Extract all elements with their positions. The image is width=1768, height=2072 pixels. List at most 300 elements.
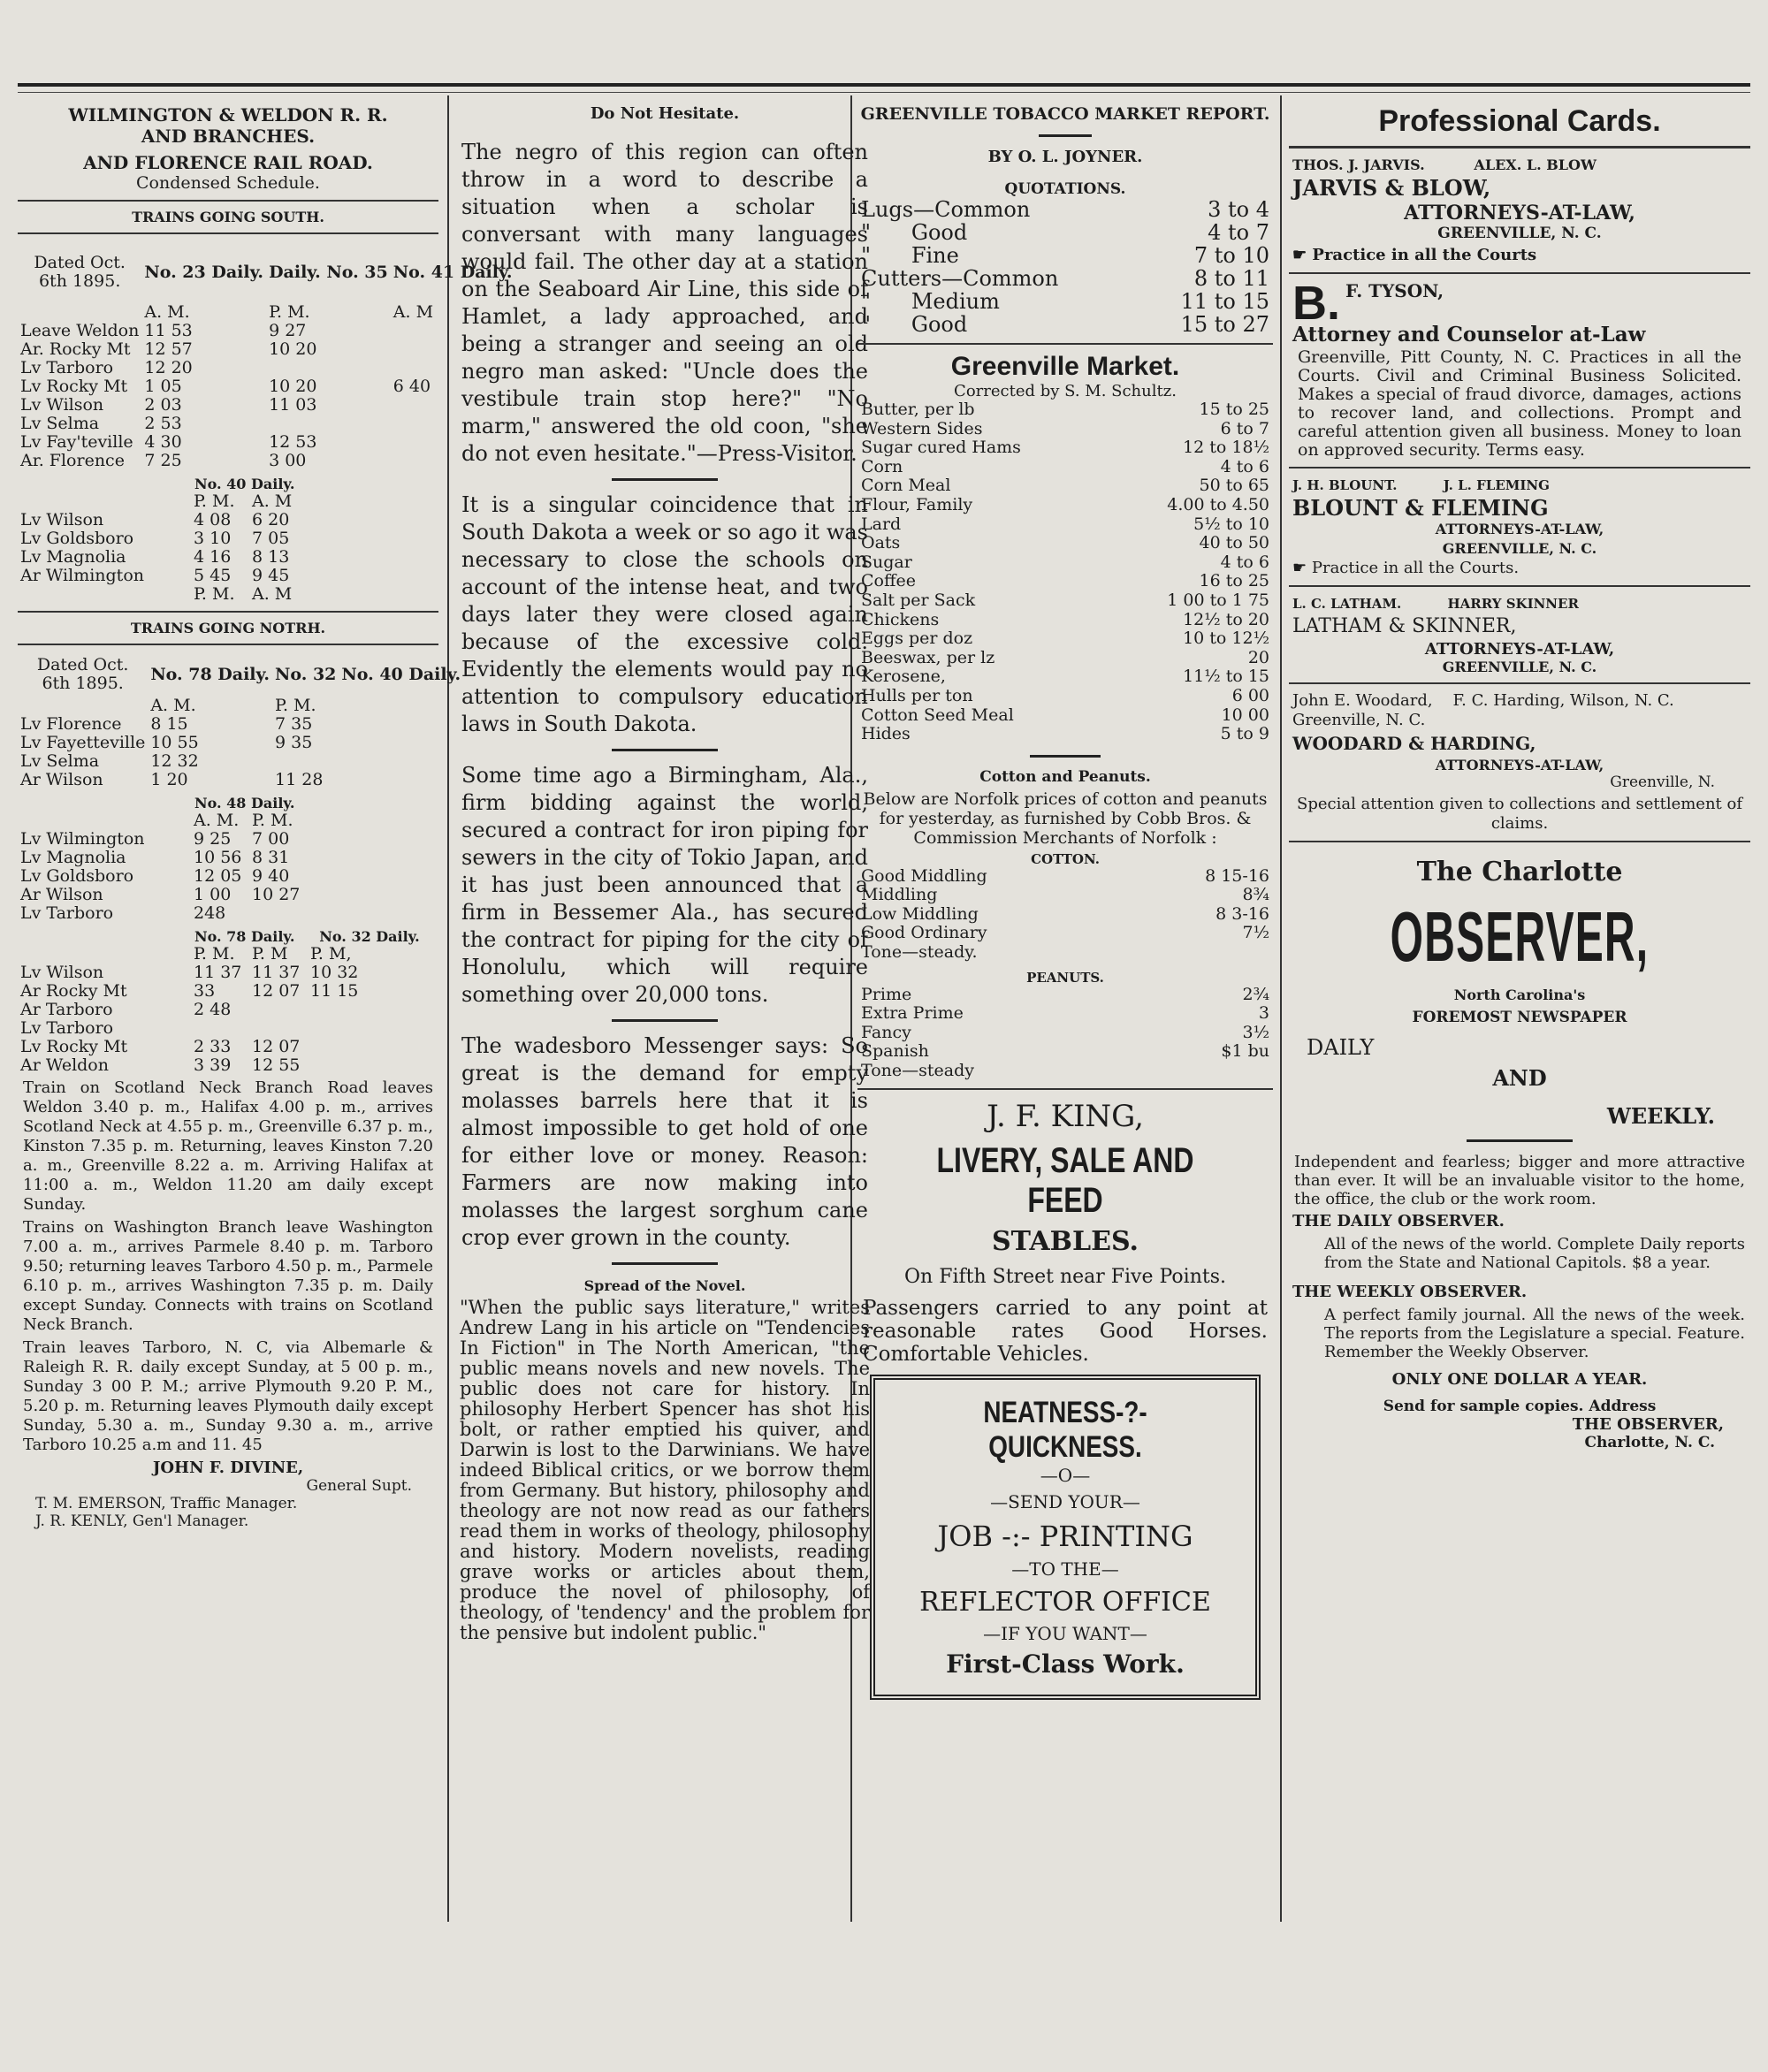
table-row [18,1038,366,1056]
top-rule-thin [18,92,1750,93]
signature: J. R. KENLY, Gen'l Manager. [35,1512,249,1530]
item-price: 12½ to 20 [1183,609,1269,629]
row-label [18,492,191,511]
row-value: 9 25 [194,829,232,849]
item-label: Beeswax, per lz [861,647,995,667]
table-row [18,303,514,322]
row-value: P. M, [310,944,352,964]
table-row [18,849,308,867]
timetable-south [18,241,514,470]
row-label [18,303,141,322]
observer-weekly: WEEKLY. [1606,1103,1715,1129]
row-value: 3 00 [269,451,307,470]
branch-note: Trains on Washington Branch leave Washington 7.00 a. m., arrives Parmele 8.40 p. m. Tarboro 9.50; returning leaves Tarboro 4.50 p. m., Parmele 6.10 p. m., arrives Washington 7.35 p. m. Daily except Sunday. Connects with trains on Scotland Neck Branch. [23,1218,433,1334]
row-label: Lv Fay'teville [20,432,133,452]
dated-cell: Dated Oct. 6th 1895. [34,253,126,291]
table-row [857,629,1273,649]
item-label: Corn Meal [861,476,951,496]
item-price: 4 to 6 [1220,456,1269,476]
table-row [857,476,1273,496]
row-value: P. M. [252,811,293,830]
row-label [18,585,191,604]
table-row [857,313,1273,336]
item-label: Corn [861,456,903,476]
row-value: 10 27 [252,885,301,904]
table-row [857,725,1273,744]
row-label: Ar Weldon [20,1055,109,1075]
row-value: A. M. [150,696,196,715]
observer-tagline: FOREMOST NEWSPAPER [1412,1009,1627,1026]
table-row [18,452,514,470]
divider [1030,755,1101,758]
card-firm: WOODARD & HARDING, [1292,733,1536,754]
row-value: 8 15 [150,714,188,734]
row-value: 10 32 [310,963,359,982]
train-header: No. 23 Daily. [144,262,264,282]
signature: JOHN F. DIVINE, [152,1459,304,1477]
item-price: 4 to 6 [1220,552,1269,572]
row-value: 4 08 [194,510,232,529]
row-label: Lv Tarboro [20,903,114,923]
row-value: 12 32 [150,751,199,771]
item-label: Good Ordinary [861,923,987,943]
observer-weekly-heading: THE WEEKLY OBSERVER. [1292,1283,1528,1301]
row-value: 7 25 [144,451,182,470]
table-row [18,771,463,789]
divider [1467,1139,1573,1142]
row-value [249,1019,308,1038]
item-label: Fancy [861,1022,911,1042]
card-name: F. TYSON, [1345,280,1444,301]
row-value: 2 53 [144,414,182,433]
row-label: Lv Magnolia [20,547,126,567]
table-row [18,752,463,771]
item-label: Sugar cured Hams [861,438,1021,458]
market-title: Greenville Market. [950,352,1180,381]
timetable-north-2 [18,811,308,923]
markets-column [857,104,1273,1913]
row-label: Lv Tarboro [20,358,114,377]
item-price: 2¾ [1242,984,1269,1004]
row-value: 1 05 [144,377,182,396]
ad-line: —TO THE— [1011,1558,1119,1580]
card-city: GREENVILLE, N. C. [1437,225,1602,242]
table-row [857,905,1273,925]
row-label: Lv Selma [20,414,100,433]
observer-text: Independent and fearless; bigger and more attractive than ever. It will be an invaluable visitor to the home, the office, the club or the work room. [1294,1153,1745,1208]
train-header: No. 48 Daily. [194,795,295,811]
divider [1289,682,1750,684]
table-row [857,867,1273,887]
table-row [857,1042,1273,1062]
cotton-heading: COTTON. [1031,850,1100,867]
row-value: 11 03 [269,395,317,415]
card-city: GREENVILLE, N. C. [1442,540,1597,557]
row-value [339,715,463,734]
table-row [18,886,308,904]
item-price [1128,943,1273,963]
item-label: Prime [861,984,912,1004]
row-value [339,771,463,789]
row-value [249,904,308,923]
item-price: 12 to 18½ [1183,438,1269,458]
item-label: Eggs per doz [861,628,973,649]
table-row [857,667,1273,687]
table-row [857,553,1273,573]
card-note: Special attention given to collections and settlement of claims. [1297,795,1742,833]
item-price: 11 to 15 [1180,289,1269,314]
row-value: 5 45 [194,566,232,585]
row-value: 33 [194,981,216,1001]
item-label: Hulls per ton [861,685,973,705]
professional-cards-column [1289,104,1750,1913]
table-row [18,396,514,415]
row-value: 8 13 [252,547,290,567]
row-label: Lv Rocky Mt [20,377,128,396]
column-rule [1280,95,1282,1922]
divider [18,232,438,234]
row-value: 3 39 [194,1055,232,1075]
article-heading: Do Not Hesitate. [590,104,740,123]
observer-and: AND [1492,1065,1547,1091]
table-row [18,567,308,585]
row-value [339,697,463,715]
ad-line: REFLECTOR OFFICE [919,1586,1211,1618]
item-label: Western Sides [861,418,983,438]
row-value: 7 00 [252,829,290,849]
table-row [18,811,308,830]
item-price: 15 to 25 [1199,400,1269,419]
row-value: A. M [392,302,434,322]
item-price: 15 to 27 [1180,312,1269,337]
row-value: 1 20 [150,770,188,789]
tobacco-table [857,198,1273,336]
row-label: Ar Wilmington [20,566,144,585]
branch-note: Train on Scotland Neck Branch Road leaves Weldon 3.40 p. m., Halifax 4.00 p. m., arrives Scotland Neck at 4.55 p. m., Greenville 6.37 p. m., Kinston 7.35 p. m. Returning, leaves Kinston 7.20 a. m., Greenville 8.22 a. m. Arriving Halifax at 11:00 a. m., Weldon 11.20 am daily except Sunday. [23,1078,433,1214]
row-value: A. M [252,491,293,511]
table-row [18,1019,366,1038]
row-value [266,359,391,377]
row-value: 7 35 [275,714,313,734]
table-row [857,1024,1273,1043]
table-row [857,611,1273,630]
row-label: Lv Tarboro [20,1018,114,1038]
item-price [1142,1062,1273,1081]
item-price: 7½ [1242,923,1269,943]
ad-line: —SEND YOUR— [990,1490,1140,1512]
item-price: 6 00 [1231,685,1269,705]
train-header: No. 40 Daily. [341,664,461,684]
top-rule [18,83,1750,87]
row-value: 11 28 [275,770,324,789]
table-row [18,734,463,752]
row-value: 1 00 [194,885,232,904]
row-value [266,415,391,433]
row-value [272,752,339,771]
row-value: 6 20 [252,510,290,529]
row-label: Lv Selma [20,751,100,771]
item-label: Oats [861,533,901,553]
table-row [18,830,308,849]
railroad-title: AND BRANCHES. [141,126,316,147]
row-value: 11 37 [194,963,242,982]
row-value [191,1019,249,1038]
table-row [857,1004,1273,1024]
table-row [18,867,308,886]
item-label: Lard [861,514,902,534]
row-label: Lv Fayetteville [20,733,146,752]
table-row [857,706,1273,726]
table-row [18,377,514,396]
livery-stables: STABLES. [992,1225,1139,1257]
item-price: 40 to 50 [1199,533,1269,553]
item-label: Tone—steady. [861,942,978,963]
row-value [339,734,463,752]
card-attorneys: ATTORNEYS-AT-LAW, [1435,757,1604,773]
card-firm: BLOUNT & FLEMING [1292,495,1549,521]
divider [612,1019,718,1022]
table-row [857,886,1273,905]
table-row [857,649,1273,668]
row-value: 12 53 [269,432,317,452]
timetable-south-2 [18,492,308,604]
timetable-north-3 [18,945,366,1075]
item-label: Hides [861,724,911,744]
quotations-heading: QUOTATIONS. [1004,180,1126,198]
item-price: 8 3-16 [1216,903,1269,924]
railroad-title: AND FLORENCE RAIL ROAD. [83,152,373,173]
row-value: 11 37 [252,963,301,982]
table-row [857,244,1273,267]
item-price: 5½ to 10 [1193,514,1269,534]
divider [1039,134,1092,137]
article-paragraph: The wadesboro Messenger says: So great is the demand for empty molasses barrels here that it is almost impossible to get hold of one for either love or money. Reason: Farmers are now making into molasses the largest sorghum cane crop ever grown in the county. [461,1033,868,1250]
railroad-column [18,104,513,1913]
train-header: No. 32 [275,664,337,684]
item-price: 10 to 12½ [1183,628,1269,649]
table-row [18,415,514,433]
item-label: Cutters—Common [861,266,1059,291]
card-attorneys: ATTORNEYS-AT-LAW, [1404,202,1635,225]
article-paragraph: Some time ago a Birmingham, Ala., firm bidding against the world, secured a contract for iron piping for sewers in the city of Tokio Japan, and it has just been announced that a firm in Bessemer Ala., has secured the contract for piping for the city of Honolulu, which will require something over 20,000 tons. [461,763,868,1007]
item-price: 4 to 7 [1208,220,1269,245]
table-row [857,591,1273,611]
table-row [18,964,366,982]
row-value [308,1001,366,1019]
item-price: 50 to 65 [1199,476,1269,496]
row-value: 2 48 [194,1000,232,1019]
item-label: Chickens [861,609,940,629]
item-price: 3 to 4 [1208,197,1269,222]
observer-tagline: North Carolina's [1453,986,1586,1003]
item-label: " Good [861,220,968,245]
ad-line: —O— [1040,1464,1091,1486]
train-header: No. 40 Daily. [194,476,295,492]
item-price: 5 to 9 [1220,724,1269,744]
table-row [857,515,1273,535]
item-price: 11½ to 15 [1183,667,1269,687]
row-label: Lv Rocky Mt [20,1037,128,1056]
row-value: A. M. [144,302,190,322]
row-value [339,752,463,771]
row-label: Lv Florence [20,714,122,734]
report-heading: GREENVILLE TOBACCO MARKET REPORT. [860,104,1270,124]
item-label: " Fine [861,243,959,268]
observer-weekly-text: A perfect family journal. All the news of the week. The reports from the Legislature a special. Feature. Remember the Weekly Observer. [1324,1306,1745,1361]
table-row [857,1062,1273,1081]
item-price: 4.00 to 4.50 [1167,494,1269,514]
card-attorneys: ATTORNEYS-AT-LAW, [1435,521,1604,537]
row-label [18,697,148,715]
row-value: 10 55 [150,733,199,752]
row-value: 9 27 [269,321,307,340]
market-subtitle: Corrected by S. M. Schultz. [954,382,1177,400]
observer-the: The Charlotte [1416,857,1623,887]
row-value [308,1019,366,1038]
row-value: 2 03 [144,395,182,415]
divider [18,644,438,645]
observer-address: THE OBSERVER, [1572,1415,1724,1434]
table-row [857,267,1273,290]
row-value: P. M [252,944,288,964]
table-row [857,420,1273,439]
table-row [18,697,463,715]
table-row [18,715,463,734]
card-names: John E. Woodard, F. C. Harding, Wilson, N. C. Greenville, N. C. [1292,691,1695,729]
table-row [857,458,1273,477]
signature-title: General Supt. [306,1477,412,1495]
row-value: P. M. [269,302,310,322]
table-row [18,322,514,340]
article-paragraph: The negro of this region can often throw in a word to describe a situation when a scholar is conversant with many languages would fail. The other day at a station on the Seaboard Air Line, this side of Hamlet, a lady approached, and being a stranger and seeing an old negro man asked: "Uncle does the vestibule train stop here?" "No marm," answered the old coon, "she do not even hesitate."—Press-Visitor. [461,140,868,466]
row-value: 12 05 [194,866,242,886]
train-header [194,928,438,945]
cotton-peanuts-title: Cotton and Peanuts. [979,767,1151,786]
row-value: 10 20 [269,377,317,396]
item-price: $1 bu [1221,1041,1269,1062]
timetable-north [18,652,463,789]
ad-line: —IF YOU WANT— [983,1622,1147,1644]
row-label: Ar Tarboro [20,1000,113,1019]
livery-text: Passengers carried to any point at reasonable rates Good Horses. Comfortable Vehicles. [863,1296,1268,1366]
item-label: Middling [861,885,938,905]
row-value: 6 40 [392,377,431,396]
divider [612,1262,718,1265]
item-label: Flour, Family [861,494,973,514]
row-value: 4 30 [144,432,182,452]
observer-send: Send for sample copies. Address [1383,1398,1657,1415]
table-row [18,982,366,1001]
item-price: 3 [1258,1003,1269,1024]
peanuts-heading: PEANUTS. [1026,969,1104,986]
card-text: Greenville, Pitt County, N. C. Practices in all the Courts. Civil and Criminal Business Solicited. Makes a special of fraud divorce, damages, actions to recover land, and collections. Prompt and careful attention given all business. Money to loan on approved security. Terms easy. [1298,347,1741,460]
divider [612,749,718,751]
table-row [857,924,1273,943]
item-label: Extra Prime [861,1003,964,1024]
row-label: Lv Magnolia [20,848,126,867]
ad-line: JOB -:- PRINTING [937,1519,1193,1553]
divider [18,200,438,202]
livery-name: J. F. KING, [987,1098,1144,1134]
table-row [857,438,1273,458]
card-attorneys: ATTORNEYS-AT-LAW, [1424,640,1615,659]
peanuts-table [857,986,1273,1081]
item-price: 8 15-16 [1205,865,1269,886]
item-price: 6 to 7 [1220,418,1269,438]
row-value: 11 53 [144,321,193,340]
item-label: Spanish [861,1041,929,1062]
row-label: Lv Wilson [20,963,104,982]
row-value: 4 16 [194,547,232,567]
row-label: Ar Wilson [20,770,103,789]
row-value: 10 20 [269,339,317,359]
table-row [18,904,308,923]
row-value: 12 20 [144,358,193,377]
table-row [857,572,1273,591]
row-value [308,1038,366,1056]
table-row [18,529,308,548]
row-label: Lv Wilson [20,395,104,415]
item-label: Good Middling [861,865,987,886]
row-value: 3 10 [194,529,232,548]
row-value: 12 07 [252,1037,301,1056]
row-value: 9 40 [252,866,290,886]
divider [1289,146,1750,149]
card-note: ☛ Practice in all the Courts. [1292,559,1520,577]
table-row [18,585,308,604]
card-firm: LATHAM & SKINNER, [1292,615,1517,637]
article-heading: Spread of the Novel. [583,1277,746,1294]
card-names: J. H. BLOUNT. J. L. FLEMING [1292,477,1550,493]
divider [1289,841,1750,842]
article-paragraph: It is a singular coincidence that in South Dakota a week or so ago it was necessary to close the schools on account of the intense heat, and two days later they were closed again because of the excessive cold. Evidently the elements would pay no attention to compulsory education laws in South Dakota. [461,492,868,736]
card-city: Greenville, N. [1610,773,1715,791]
row-value: P. M. [275,696,316,715]
table-row [857,290,1273,313]
cotton-table [857,867,1273,963]
item-label: Kerosene, [861,667,946,687]
item-price: 7 to 10 [1193,243,1269,268]
divider [18,611,438,613]
item-label: Lugs—Common [861,197,1031,222]
row-value: 11 15 [310,981,359,1001]
table-row [857,198,1273,221]
table-row [857,943,1273,963]
row-value: P. M. [194,584,235,604]
schedule-subtitle: Condensed Schedule. [136,173,320,193]
train-header: No. 41 Daily. [392,262,513,282]
ad-line: First-Class Work. [946,1649,1185,1679]
item-label: Tone—steady [861,1061,974,1081]
item-price: 16 to 25 [1199,571,1269,591]
observer-city: Charlotte, N. C. [1584,1434,1715,1451]
row-value: 8 31 [252,848,290,867]
item-label: Low Middling [861,903,979,924]
observer-daily-heading: THE DAILY OBSERVER. [1292,1212,1505,1230]
row-label: Lv Goldsboro [20,529,134,548]
table-row [857,400,1273,420]
row-label: Ar Rocky Mt [20,981,127,1001]
row-label [18,945,191,964]
card-names: L. C. LATHAM. HARRY SKINNER [1292,596,1579,612]
table-row [857,496,1273,515]
row-value [308,1056,366,1075]
item-label: Sugar [861,552,912,572]
section-heading: TRAINS GOING SOUTH. [132,209,324,225]
train-header: Daily. No. 35 [269,262,388,282]
row-value: 2 33 [194,1037,232,1056]
row-label: Lv Wilmington [20,829,145,849]
